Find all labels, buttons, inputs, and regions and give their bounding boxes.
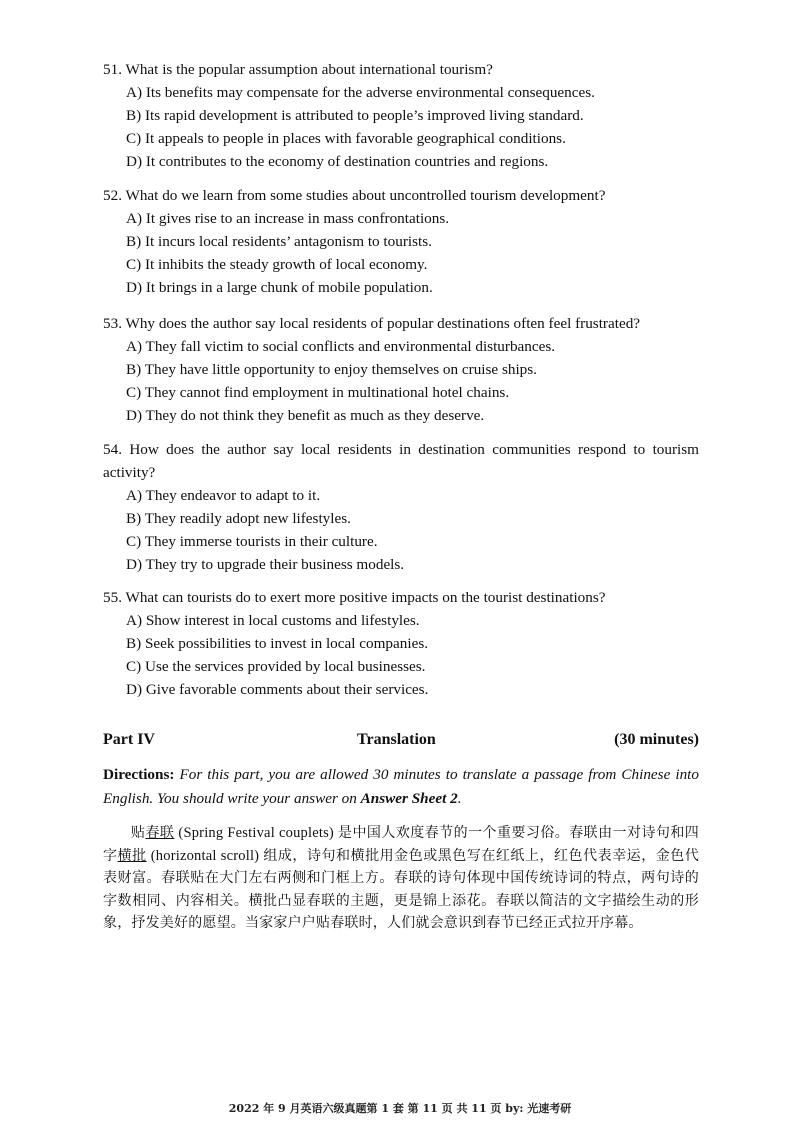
page-footer: 2022 年 9 月英语六级真题第 1 套 第 11 页 共 11 页 by: 光速考研 [228, 1102, 572, 1115]
option-c: C) It appeals to people in places with favorable geographical conditions. [126, 130, 566, 147]
question-55 [103, 586, 703, 701]
directions [103, 763, 699, 811]
directions-label: Directions: [103, 766, 175, 783]
english-gloss: (Spring Festival couplets) [174, 825, 339, 841]
option-d: D) They do not think they benefit as much as they deserve. [126, 407, 485, 424]
question-stem: 52. What do we learn from some studies about uncontrolled tourism development? [103, 187, 606, 204]
part-header [103, 731, 699, 755]
question-53 [103, 312, 703, 427]
term-hengpi: 横批 [117, 847, 147, 864]
directions-end: . [457, 790, 462, 807]
passage-text: 是中国人欢度春节的一个重要习俗。春联由一对诗句和四字 [103, 825, 700, 864]
question-stem: 54. How does the author say local residents in destination communities respond to tourism activity? [103, 441, 699, 481]
question-stem: 53. Why does the author say local residents of popular destinations often feel frustrated? [103, 315, 641, 332]
option-b: B) They have little opportunity to enjoy themselves on cruise ships. [126, 361, 537, 378]
question-stem: 51. What is the popular assumption about international tourism? [103, 61, 493, 78]
part-title: Translation [357, 731, 436, 748]
question-stem: 55. What can tourists do to exert more positive impacts on the tourist destinations? [103, 589, 606, 606]
option-c: C) They cannot find employment in multinational hotel chains. [126, 384, 510, 401]
passage-text: 组成，诗句和横批用金色或黑色写在红纸上，红色代表幸运，金色代表财富。春联贴在大门左右两侧和门框上方。春联的诗句体现中国传统诗词的特点，两句诗的字数相同、内容相关。横批凸显春联的主题，更是锦上添花。春联以简洁的文字描绘生动的形象，抒发美好的愿望。当家家户户贴春联时，人们就会意识到春节已经正式拉开序幕。 [103, 847, 700, 931]
option-a: A) Its benefits may compensate for the adverse environmental consequences. [126, 84, 595, 101]
option-b: B) Seek possibilities to invest in local companies. [126, 635, 429, 652]
directions-text: For this part, you are allowed 30 minutes to translate a passage from Chinese into English. You should write your answer on [103, 766, 699, 807]
option-b: B) It incurs local residents’ antagonism to tourists. [126, 233, 432, 250]
passage-text: 贴 [131, 825, 146, 841]
option-c: C) It inhibits the steady growth of local economy. [126, 256, 428, 273]
part-time: (30 minutes) [614, 731, 699, 748]
option-d: D) Give favorable comments about their services. [126, 681, 429, 698]
english-gloss: (horizontal scroll) [146, 847, 264, 864]
answer-sheet-ref: Answer Sheet 2 [360, 790, 458, 807]
question-51 [103, 58, 703, 173]
option-a: A) They fall victim to social conflicts and environmental disturbances. [126, 338, 556, 355]
option-a: A) Show interest in local customs and lifestyles. [126, 612, 420, 629]
option-d: D) They try to upgrade their business models. [126, 556, 405, 573]
option-a: A) They endeavor to adapt to it. [126, 487, 321, 504]
option-c: C) They immerse tourists in their culture. [126, 533, 378, 550]
option-b: B) They readily adopt new lifestyles. [126, 510, 351, 527]
translation-passage [103, 822, 699, 935]
option-a: A) It gives rise to an increase in mass confrontations. [126, 210, 450, 227]
option-b: B) Its rapid development is attributed to people’s improved living standard. [126, 107, 584, 124]
part-label: Part IV [103, 731, 155, 748]
option-d: D) It brings in a large chunk of mobile population. [126, 279, 433, 296]
question-52 [103, 184, 703, 299]
option-c: C) Use the services provided by local businesses. [126, 658, 426, 675]
option-d: D) It contributes to the economy of destination countries and regions. [126, 153, 549, 170]
term-chunlian: 春联 [145, 825, 175, 841]
question-54 [103, 438, 703, 576]
